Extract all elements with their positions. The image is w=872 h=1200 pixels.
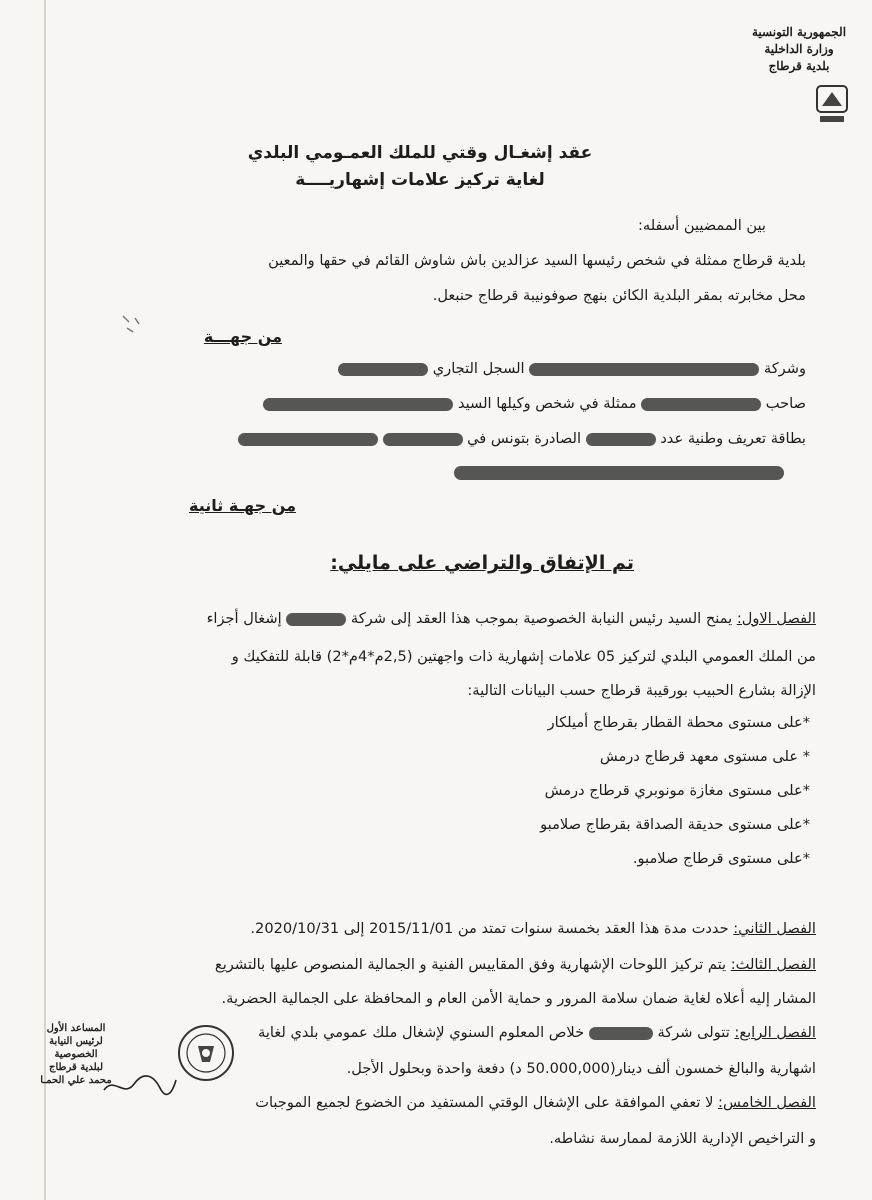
redacted-company-details <box>263 398 453 411</box>
handwritten-signature-icon <box>100 1070 180 1100</box>
letterhead-republic: الجمهورية التونسية <box>751 25 847 39</box>
article5-label: الفصل الخامس: <box>718 1094 816 1111</box>
redacted-address-start <box>238 433 378 446</box>
party2-issued-label: الصادرة بتونس في <box>467 430 582 447</box>
scan-edge <box>44 0 46 1200</box>
article1-text-a: يمنح السيد رئيس النيابة الخصوصية بموجب هذا العقد إلى شركة <box>350 610 733 627</box>
contract-title <box>140 140 700 194</box>
party2-line4 <box>454 462 784 481</box>
location-item-2: * على مستوى معهد قرطاج درمش <box>599 748 810 765</box>
party2-line2 <box>263 395 806 412</box>
article1-line3: الإزالة بشارع الحبيب بورقيبة قرطاج حسب البيانات التالية: <box>467 682 816 699</box>
stamp-line3: لبلدية قرطاج <box>48 1062 103 1073</box>
location-item-5: *على مستوى قرطاج صلامبو. <box>632 850 810 867</box>
article3-line1 <box>215 956 816 973</box>
article5-text: لا تعفي الموافقة على الإشغال الوقتي المستفيد من الخضوع لجميع الموجبات <box>255 1094 714 1111</box>
party1-line1: بلدية قرطاج ممثلة في شخص رئيسها السيد عزالدين باش شاوش القائم في حقها والمعين <box>268 252 806 269</box>
party2-company-label: وشركة <box>763 360 806 377</box>
article3-text: يتم تركيز اللوحات الإشهارية وفق المقاييس الفنية و الجمالية المنصوص عليها بالتشريع <box>214 956 727 973</box>
between-label: بين الممضيين أسفله: <box>637 217 766 234</box>
article3-label: الفصل الثالث: <box>730 956 816 973</box>
redacted-company-ref1 <box>286 613 346 626</box>
agreement-heading: تم الإتفاق والتراضي على مايلي: <box>330 552 634 574</box>
article3-line2: المشار إليه أعلاه لغاية ضمان سلامة المرور و حماية الأمن العام و المحافظة على الجمالية الحضرية. <box>221 990 816 1007</box>
party2-id-label: بطاقة تعريف وطنية عدد <box>660 430 806 447</box>
location-item-1: *على مستوى محطة القطار بقرطاج أميلكار <box>547 714 810 731</box>
party2-line3 <box>238 430 806 447</box>
article4-text-a: تتولى شركة <box>657 1024 730 1041</box>
location-item-4: *على مستوى حديقة الصداقة بقرطاج صلامبو <box>540 816 810 833</box>
article4-label: الفصل الرابع: <box>734 1024 816 1041</box>
article5-line1 <box>255 1094 816 1111</box>
letterhead-municipality: بلدية قرطاج <box>768 59 830 73</box>
article1-label: الفصل الاول: <box>736 610 816 627</box>
article1-text-b: إشغال أجزاء <box>206 610 282 627</box>
contract-title-line1: عقد إشغـال وقتي للملك العمـومي البلدي <box>247 143 593 163</box>
redacted-company-ref2 <box>589 1027 653 1040</box>
article4-line1 <box>258 1024 816 1041</box>
redacted-issue-date <box>383 433 463 446</box>
municipality-emblem-icon <box>814 84 850 126</box>
redacted-company-name <box>529 363 759 376</box>
party1-line2: محل مخابرته بمقر البلدية الكائن بنهج صوفونيبة قرطاج حنبعل. <box>432 287 806 304</box>
article5-line2: و التراخيص الإدارية اللازمة لممارسة نشاطه. <box>549 1130 816 1147</box>
location-item-3: *على مستوى مغازة مونوبري قرطاج درمش <box>544 782 810 799</box>
scan-speckle-icon <box>115 310 145 340</box>
party2-holder-label: صاحب <box>765 395 806 412</box>
article2-label: الفصل الثاني: <box>733 920 816 937</box>
article2 <box>250 920 816 937</box>
from-side2-heading: من جهـة ثانية <box>189 496 296 515</box>
from-side-heading: من جهـــة <box>203 327 282 346</box>
article1-line2: من الملك العمومي البلدي لتركيز 05 علامات إشهارية ذات واجهتين (2,5م*4م*2) قابلة للتفكيك و <box>231 648 816 665</box>
redacted-agent-name <box>641 398 761 411</box>
article1-line1 <box>207 610 816 627</box>
official-seal-icon <box>176 1022 236 1084</box>
contract-title-line2: لغاية تركيز علامات إشهاريــــة <box>295 170 545 190</box>
stamp-line2: لرئيس النيابة الخصوصية <box>49 1036 103 1060</box>
redacted-address <box>454 466 784 480</box>
letterhead <box>744 24 854 75</box>
article4-line2: اشهارية والبالغ خمسون ألف دينار(50.000,000 د) دفعة واحدة وبحلول الأجل. <box>346 1060 816 1077</box>
party2-line1 <box>338 360 806 377</box>
party2-agent-label: ممثلة في شخص وكيلها السيد <box>457 395 637 412</box>
redacted-register-number <box>338 363 428 376</box>
redacted-id-number <box>586 433 656 446</box>
stamp-line1: المساعد الأول <box>46 1023 106 1034</box>
party2-register-label: السجل التجاري <box>432 360 525 377</box>
stamp-line4: محمد علي الحمـا <box>40 1075 112 1086</box>
article2-text: حددت مدة هذا العقد بخمسة سنوات تمتد من 2015/11/01 إلى 2020/10/31. <box>250 920 729 937</box>
article4-text-b: خلاص المعلوم السنوي لإشغال ملك عمومي بلدي لغاية <box>258 1024 585 1041</box>
letterhead-ministry: وزارة الداخلية <box>764 42 834 56</box>
